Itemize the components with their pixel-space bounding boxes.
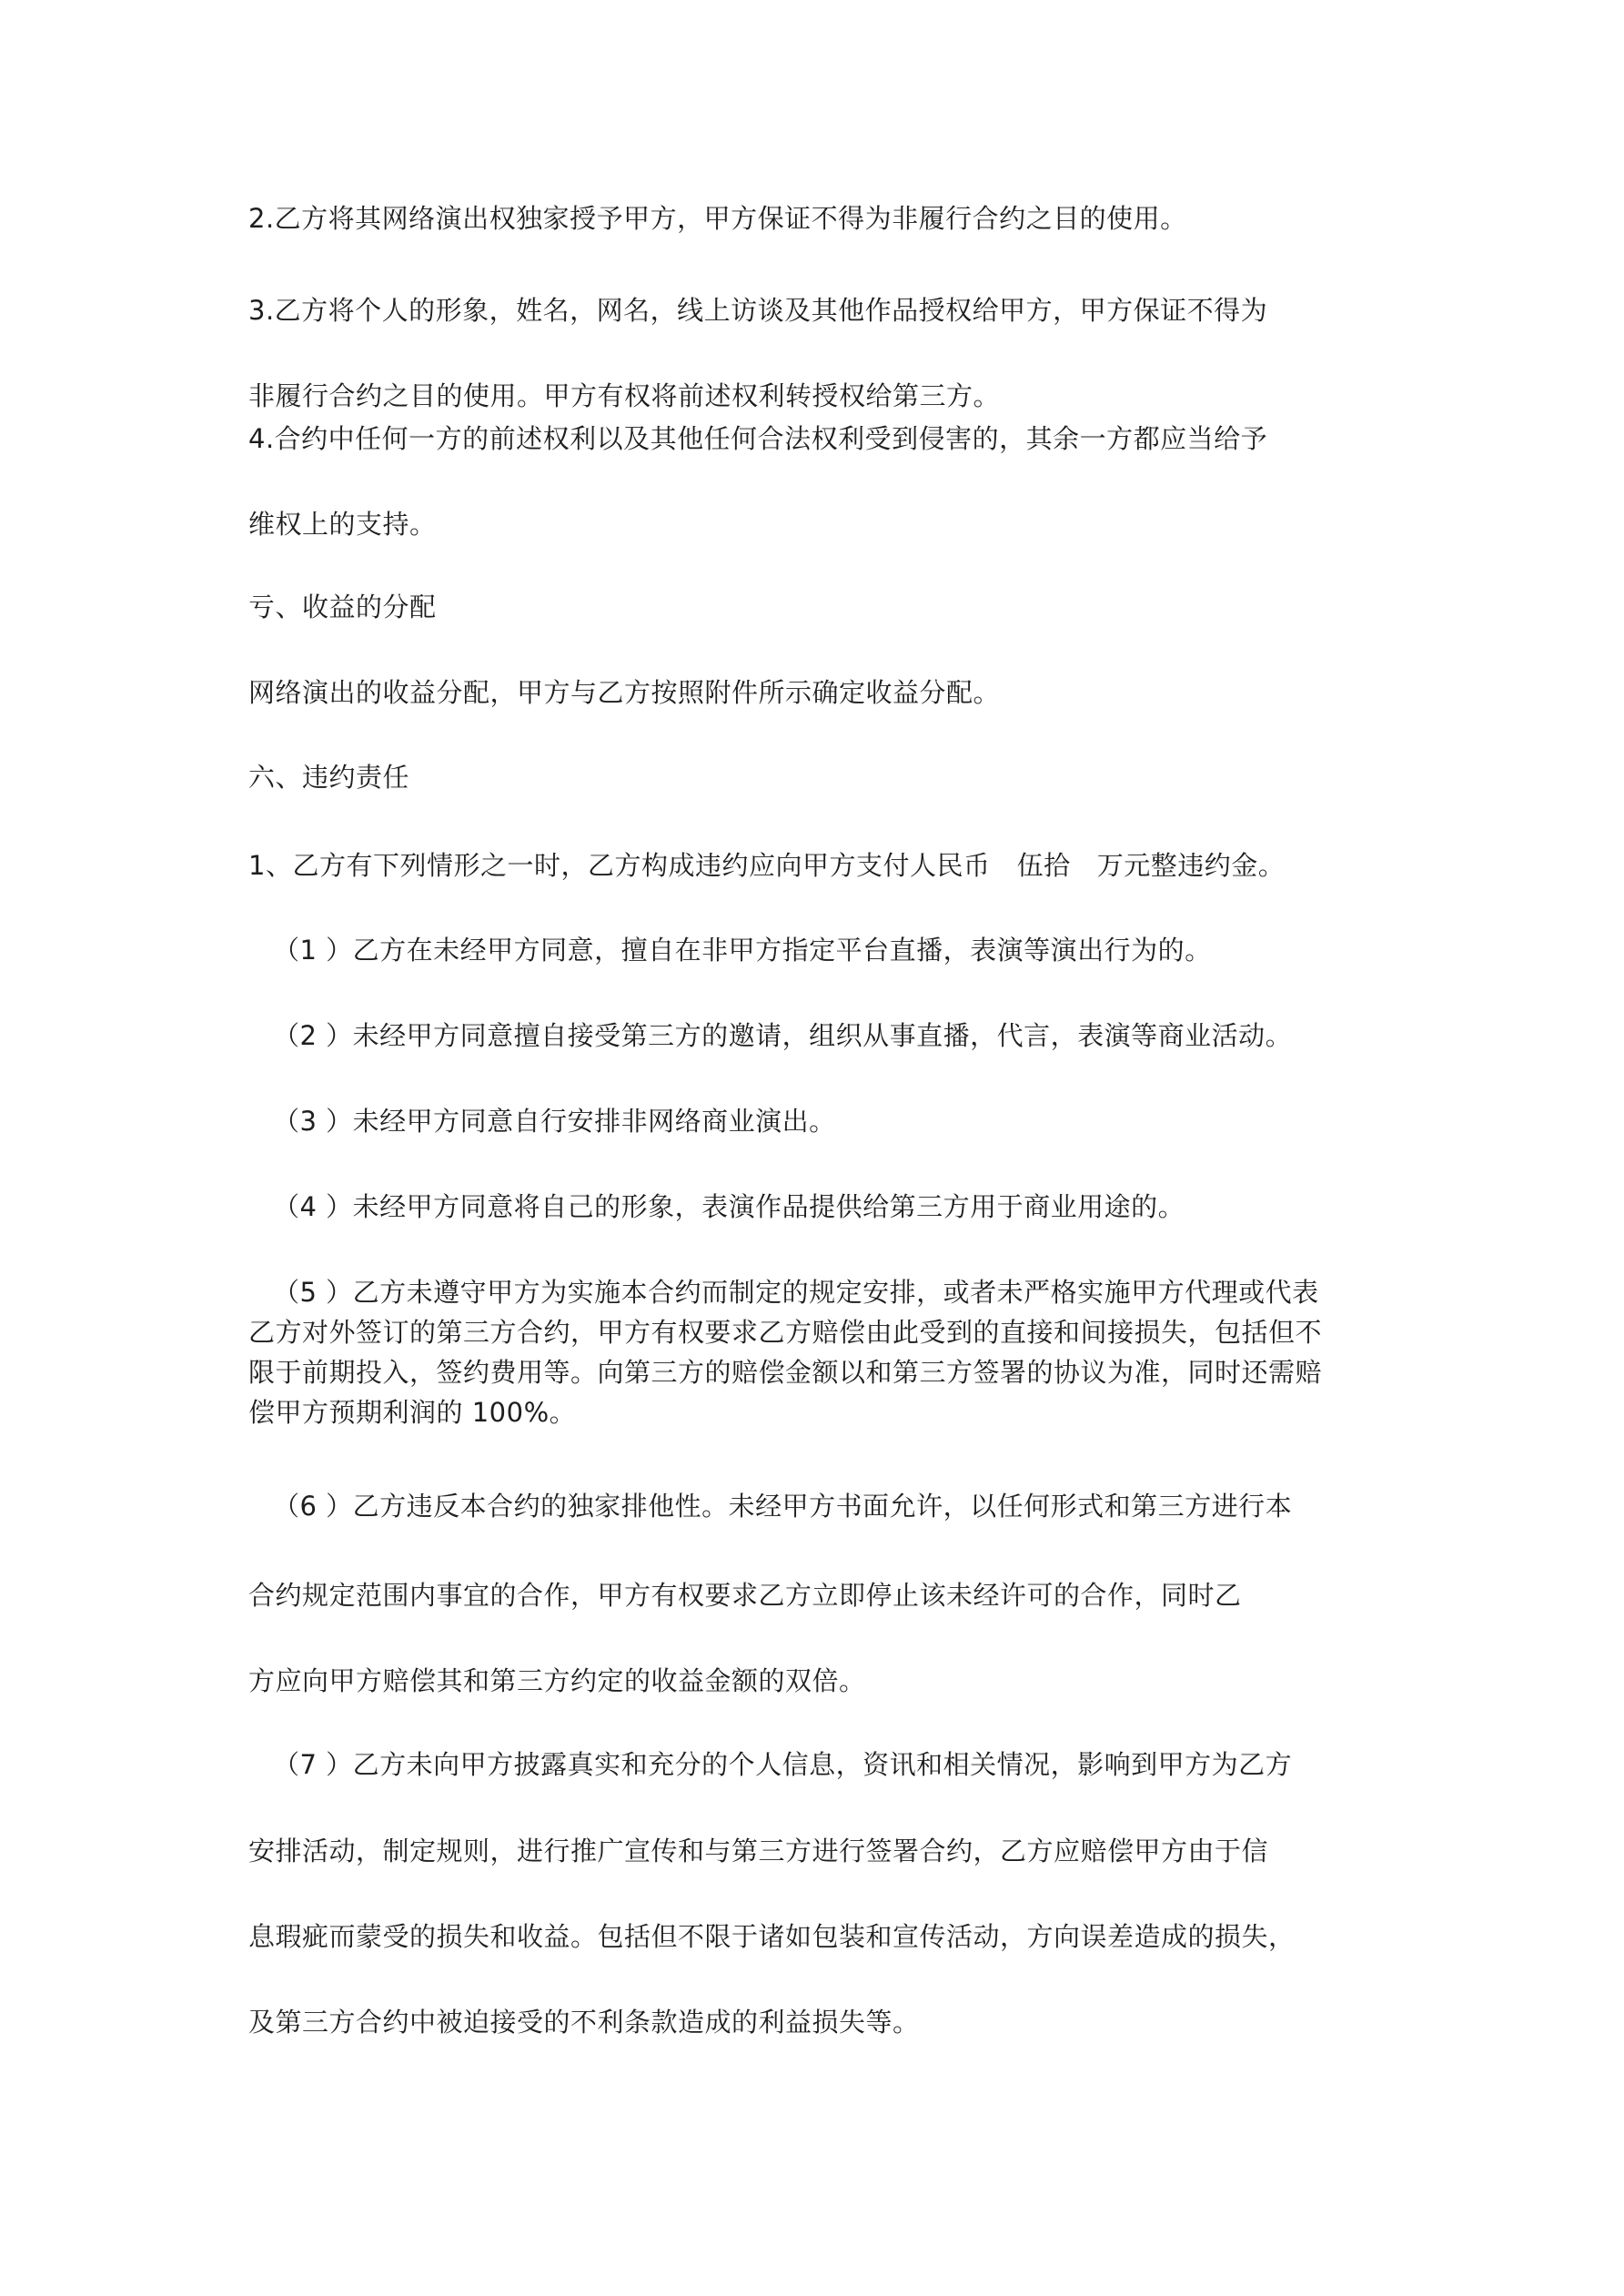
clause-3-line-2: 非履行合约之目的使用。甲方有权将前述权利转授权给第三方。 <box>248 380 1001 411</box>
breach-item-5-line-4: 偿甲方预期利润的 100%。 <box>248 1397 577 1428</box>
breach-item-7-line-4: 及第三方合约中被迫接受的不利条款造成的利益损失等。 <box>248 2007 920 2038</box>
breach-item-5-line-2: 乙方对外签订的第三方合约，甲方有权要求乙方赔偿由此受到的直接和间接损失，包括但不 <box>248 1317 1323 1348</box>
breach-item-6-line-1: （6 ）乙方违反本合约的独家排他性。未经甲方书面允许，以任何形式和第三方进行本 <box>273 1491 1293 1522</box>
section-heading-revenue: 亏、收益的分配 <box>248 592 437 622</box>
section-heading-breach: 六、违约责任 <box>248 762 410 793</box>
breach-item-7-line-1: （7 ）乙方未向甲方披露真实和充分的个人信息，资讯和相关情况，影响到甲方为乙方 <box>273 1749 1293 1780</box>
breach-item-5-line-3: 限于前期投入，签约费用等。向第三方的赔偿金额以和第三方签署的协议为准，同时还需赔 <box>248 1357 1323 1388</box>
clause-2: 2.乙方将其网络演出权独家授予甲方，甲方保证不得为非履行合约之目的使用。 <box>248 203 1187 234</box>
clause-3-line-1: 3.乙方将个人的形象，姓名，网名，线上访谈及其他作品授权给甲方，甲方保证不得为 <box>248 295 1268 326</box>
breach-item-2: （2 ）未经甲方同意擅自接受第三方的邀请，组织从事直播，代言，表演等商业活动。 <box>273 1020 1293 1051</box>
breach-item-7-line-2: 安排活动，制定规则，进行推广宣传和与第三方进行签署合约，乙方应赔偿甲方由于信 <box>248 1836 1269 1866</box>
breach-item-6-line-2: 合约规定范围内事宜的合作，甲方有权要求乙方立即停止该未经许可的合作，同时乙 <box>248 1580 1242 1611</box>
breach-item-7-line-3: 息瑕疵而蒙受的损失和收益。包括但不限于诸如包装和宣传活动，方向误差造成的损失， <box>248 1921 1296 1952</box>
clause-4-line-1: 4.合约中任何一方的前述权利以及其他任何合法权利受到侵害的，其余一方都应当给予 <box>248 423 1268 454</box>
breach-item-3: （3 ）未经甲方同意自行安排非网络商业演出。 <box>273 1106 836 1137</box>
breach-item-1: （1 ）乙方在未经甲方同意，擅自在非甲方指定平台直播，表演等演出行为的。 <box>273 935 1212 966</box>
breach-item-6-line-3: 方应向甲方赔偿其和第三方约定的收益金额的双倍。 <box>248 1665 866 1696</box>
breach-item-4: （4 ）未经甲方同意将自己的形象，表演作品提供给第三方用于商业用途的。 <box>273 1191 1185 1222</box>
clause-4-line-2: 维权上的支持。 <box>248 509 437 540</box>
breach-clause-1: 1、乙方有下列情形之一时，乙方构成违约应向甲方支付人民币 伍拾 万元整违约金。 <box>248 850 1286 881</box>
breach-item-5-line-1: （5 ）乙方未遵守甲方为实施本合约而制定的规定安排，或者未严格实施甲方代理或代表 <box>273 1277 1319 1308</box>
revenue-paragraph: 网络演出的收益分配，甲方与乙方按照附件所示确定收益分配。 <box>248 677 1001 708</box>
